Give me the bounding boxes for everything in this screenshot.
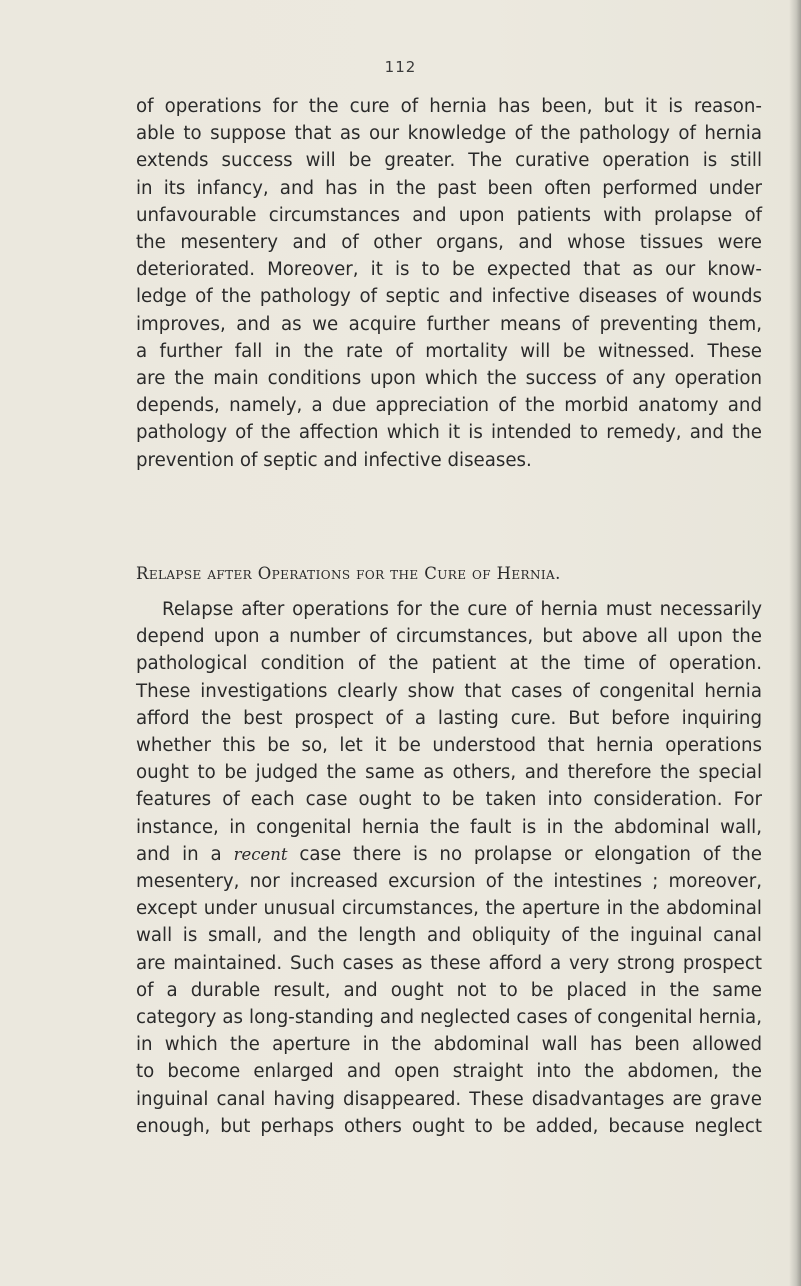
text-line: able to suppose that as our knowledge of the pathology of hernia	[136, 123, 762, 145]
paragraph-2	[136, 596, 762, 1140]
text-line: mesentery, nor increased excursion of the intestines ; moreover,	[136, 871, 762, 893]
text-line: instance, in congenital hernia the fault is in the abdominal wall,	[136, 816, 762, 838]
text-line: pathological condition of the patient at the time of operation.	[136, 653, 762, 675]
page-edge-shadow	[789, 0, 801, 1286]
text-line: in its infancy, and has in the past been often performed under	[136, 177, 762, 199]
text-line: prevention of septic and infective diseases.	[136, 449, 532, 471]
text-line: except under unusual circumstances, the aperture in the abdominal	[136, 898, 762, 920]
text-line: Relapse after operations for the cure of hernia must necessarily	[162, 599, 762, 620]
text-line: of operations for the cure of hernia has been, but it is reason-	[136, 96, 762, 117]
text-line: to become enlarged and open straight into the abdomen, the	[136, 1061, 762, 1083]
text-line: of a durable result, and ought not to be placed in the same	[136, 979, 762, 1001]
text-line: ledge of the pathology of septic and infective diseases of wounds	[136, 286, 762, 308]
text-line: ought to be judged the same as others, and therefore the special	[136, 762, 762, 784]
text-line: in which the aperture in the abdominal wall has been allowed	[136, 1034, 762, 1056]
text-line: whether this be so, let it be understood that hernia operations	[136, 735, 762, 757]
text-line: the mesentery and of other organs, and whose tissues were	[136, 232, 762, 254]
text-segment: and in a	[136, 843, 222, 865]
text-line: unfavourable circumstances and upon patients with prolapse of	[136, 204, 762, 226]
text-line: features of each case ought to be taken into consideration. For	[136, 789, 762, 811]
text-segment: case there is no prolapse or elongation of the	[299, 843, 762, 865]
text-line: extends success will be greater. The curative operation is still	[136, 150, 762, 172]
text-line: deteriorated. Moreover, it is to be expected that as our know-	[136, 259, 762, 281]
text-line: afford the best prospect of a lasting cure. But before inquiring	[136, 707, 762, 729]
text-line: are the main conditions upon which the success of any operation	[136, 368, 762, 390]
text-line: a further fall in the rate of mortality will be witnessed. These	[136, 340, 762, 362]
text-line: category as long-standing and neglected cases of congenital hernia,	[136, 1007, 762, 1029]
text-line: pathology of the affection which it is intended to remedy, and the	[136, 422, 762, 444]
text-line-with-italic	[136, 841, 762, 868]
text-line: enough, but perhaps others ought to be added, because neglect	[136, 1115, 762, 1137]
section-heading: Relapse after Operations for the Cure of Hernia.	[136, 564, 561, 583]
text-line: wall is small, and the length and obliquity of the inguinal canal	[136, 925, 762, 947]
italic-word: recent	[233, 844, 288, 864]
text-line: depends, namely, a due appreciation of the morbid anatomy and	[136, 395, 762, 417]
text-line: improves, and as we acquire further means of preventing them,	[136, 313, 762, 335]
text-line: depend upon a number of circumstances, but above all upon the	[136, 626, 762, 648]
text-line: inguinal canal having disappeared. These disadvantages are grave	[136, 1088, 762, 1110]
paragraph-1	[136, 93, 762, 474]
text-line: These investigations clearly show that cases of congenital hernia	[136, 680, 762, 702]
page-number: 112	[384, 58, 417, 76]
text-line: are maintained. Such cases as these afford a very strong prospect	[136, 952, 762, 974]
